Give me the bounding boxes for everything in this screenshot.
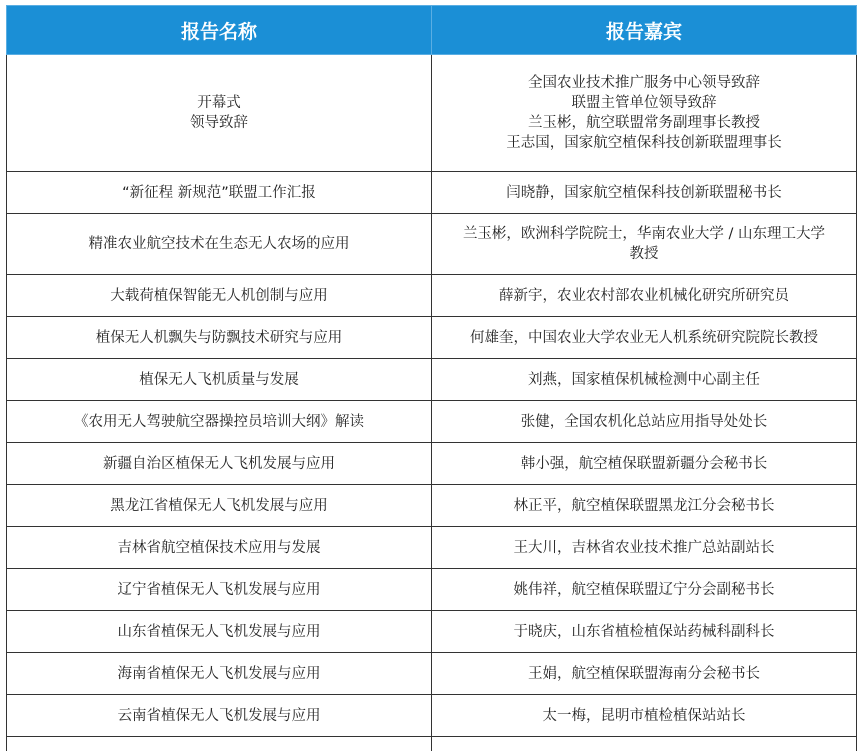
report-title-cell (7, 55, 432, 172)
report-guest-cell: 王娟，航空植保联盟海南分会秘书长 (432, 653, 857, 695)
report-guest-cell: 刘燕，国家植保机械检测中心副主任 (432, 359, 857, 401)
report-title-line: 领导致辞 (11, 113, 427, 133)
table-row-partial (7, 737, 857, 751)
report-title-cell: 植保无人机飘失与防飘技术研究与应用 (7, 317, 432, 359)
table-row (7, 485, 857, 527)
report-table (6, 5, 857, 751)
report-guest-cell-cut (432, 737, 857, 751)
report-guest-line: 兰玉彬，欧洲科学院院士，华南农业大学 / 山东理工大学 (436, 224, 852, 244)
report-guest-cell: 姚伟祥，航空植保联盟辽宁分会副秘书长 (432, 569, 857, 611)
table-row (7, 317, 857, 359)
report-title-cell: 云南省植保无人飞机发展与应用 (7, 695, 432, 737)
report-guest-line: 王志国，国家航空植保科技创新联盟理事长 (436, 133, 852, 153)
header-report-title: 报告名称 (7, 6, 432, 55)
report-schedule (6, 5, 856, 751)
report-title-cell: 大载荷植保智能无人机创制与应用 (7, 275, 432, 317)
report-guest-cell (432, 214, 857, 275)
report-guest-cell: 张健，全国农机化总站应用指导处处长 (432, 401, 857, 443)
report-title-cell-cut (7, 737, 432, 751)
table-row (7, 569, 857, 611)
report-title-cell: 黑龙江省植保无人飞机发展与应用 (7, 485, 432, 527)
report-guest-cell (432, 55, 857, 172)
report-title-cell: 山东省植保无人飞机发展与应用 (7, 611, 432, 653)
table-row (7, 359, 857, 401)
table-row (7, 695, 857, 737)
report-guest-cell: 太一梅，昆明市植检植保站站长 (432, 695, 857, 737)
report-title-cell: 精准农业航空技术在生态无人农场的应用 (7, 214, 432, 275)
report-title-cell: 《农用无人驾驶航空器操控员培训大纲》解读 (7, 401, 432, 443)
report-guest-cell: 闫晓静，国家航空植保科技创新联盟秘书长 (432, 172, 857, 214)
report-guest-cell: 薛新宇，农业农村部农业机械化研究所研究员 (432, 275, 857, 317)
report-title-cell: 辽宁省植保无人飞机发展与应用 (7, 569, 432, 611)
report-guest-cell: 王大川，吉林省农业技术推广总站副站长 (432, 527, 857, 569)
report-title-line: 开幕式 (11, 93, 427, 113)
report-title-cell: 吉林省航空植保技术应用与发展 (7, 527, 432, 569)
report-title-cell: “新征程 新规范”联盟工作汇报 (7, 172, 432, 214)
table-row (7, 443, 857, 485)
report-guest-cell: 何雄奎，中国农业大学农业无人机系统研究院院长教授 (432, 317, 857, 359)
report-guest-line: 教授 (436, 244, 852, 264)
header-report-guest: 报告嘉宾 (432, 6, 857, 55)
report-guest-line: 全国农业技术推广服务中心领导致辞 (436, 73, 852, 93)
report-guest-cell: 韩小强，航空植保联盟新疆分会秘书长 (432, 443, 857, 485)
table-row (7, 214, 857, 275)
table-row (7, 401, 857, 443)
report-title-cell: 植保无人飞机质量与发展 (7, 359, 432, 401)
table-row (7, 611, 857, 653)
report-title-cell: 新疆自治区植保无人飞机发展与应用 (7, 443, 432, 485)
report-guest-cell: 于晓庆，山东省植检植保站药械科副科长 (432, 611, 857, 653)
report-guest-cell: 林正平，航空植保联盟黑龙江分会秘书长 (432, 485, 857, 527)
table-row (7, 55, 857, 172)
report-guest-line: 兰玉彬，航空联盟常务副理事长教授 (436, 113, 852, 133)
report-title-cell: 海南省植保无人飞机发展与应用 (7, 653, 432, 695)
table-row (7, 653, 857, 695)
table-header-row (7, 6, 857, 55)
table-row (7, 527, 857, 569)
report-guest-line: 联盟主管单位领导致辞 (436, 93, 852, 113)
table-row (7, 275, 857, 317)
table-row (7, 172, 857, 214)
